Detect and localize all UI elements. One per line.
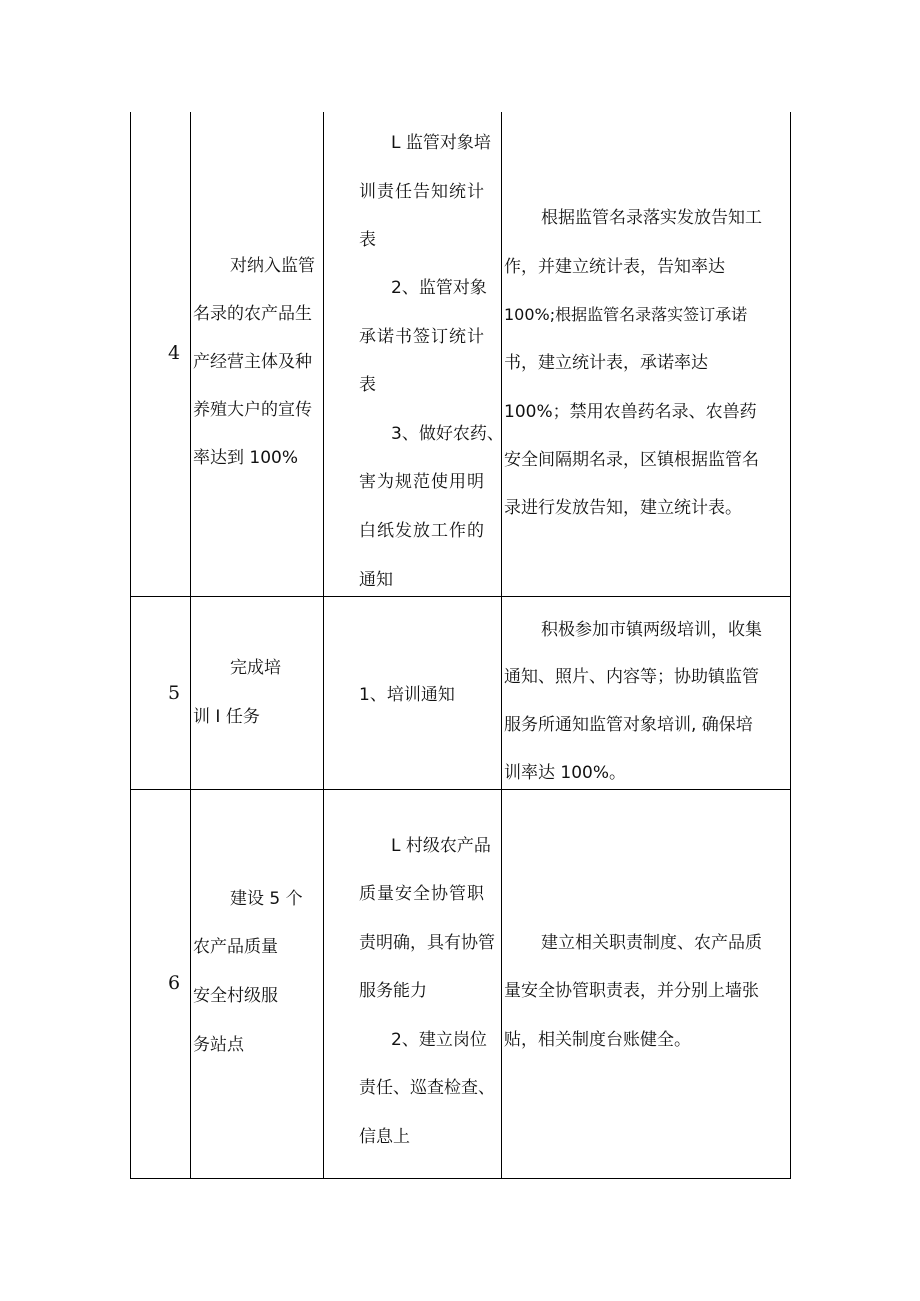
material-line: 训责任告知统计 [359, 182, 485, 202]
row-index: 5 [168, 682, 181, 704]
task-line: 务站点 [193, 1035, 244, 1055]
task-line: 完成培 [230, 658, 281, 678]
task-line: 养殖大户的宣传 [193, 400, 312, 420]
standard-line: 贴，相关制度台账健全。 [504, 1030, 691, 1050]
material-line: 质量安全协管职 [359, 884, 485, 904]
row-index: 4 [168, 342, 181, 364]
standard-line: 录进行发放告知，建立统计表。 [504, 498, 742, 518]
material-line: 责明确，具有协管 [359, 933, 495, 953]
material-line: 2、建立岗位 [391, 1030, 487, 1050]
row-divider-5-6 [130, 789, 791, 790]
standard-line: 量安全协管职责表，并分别上墙张 [504, 981, 759, 1001]
task-line: 建设 5 个 [230, 889, 303, 909]
task-line: 名录的农产品生 [193, 304, 312, 324]
material-line: 白纸发放工作的 [359, 521, 485, 541]
material-line: 表 [359, 375, 376, 395]
column-divider-2 [323, 112, 324, 1179]
standard-line: 训率达 100%。 [504, 763, 627, 783]
standard-line: 服务所通知监管对象培训, 确保培 [504, 715, 753, 735]
material-line: 通知 [359, 570, 393, 590]
task-line: 训 I 任务 [193, 707, 260, 727]
material-line: 3、做好农药、 [391, 424, 504, 444]
material-line: L 监管对象培 [391, 133, 491, 153]
standard-line: 根据监管名录落实发放告知工 [541, 208, 762, 228]
task-line: 产经营主体及种 [193, 352, 312, 372]
table-border-right [790, 112, 791, 1179]
material-line: 服务能力 [359, 981, 427, 1001]
material-line: 表 [359, 230, 376, 250]
task-line: 对纳入监管 [230, 256, 315, 276]
column-divider-1 [190, 112, 191, 1179]
material-line: 1、培训通知 [359, 685, 455, 705]
material-line: 2、监管对象 [391, 278, 487, 298]
standard-line: 积极参加市镇两级培训，收集 [541, 620, 762, 640]
standard-line: 通知、照片、内容等；协助镇监管 [504, 667, 759, 687]
row-divider-4-5 [130, 596, 791, 597]
column-divider-3 [501, 112, 502, 1179]
row-index: 6 [168, 972, 181, 994]
standard-line: 建立相关职责制度、农产品质 [541, 933, 762, 953]
table-border-left [130, 112, 131, 1179]
material-line: 信息上 [359, 1127, 410, 1147]
material-line: 承诺书签订统计 [359, 327, 485, 347]
material-line: L 村级农产品 [391, 836, 491, 856]
task-line: 率达到 100% [193, 448, 299, 468]
standard-line: 100%；禁用农兽药名录、农兽药 [504, 402, 757, 422]
standard-line: 安全间隔期名录，区镇根据监管名 [504, 450, 759, 470]
standard-line: 作，并建立统计表，告知率达 [504, 257, 725, 277]
material-line: 害为规范使用明 [359, 472, 485, 492]
material-line: 责任、巡查检查、 [359, 1078, 495, 1098]
standard-line: 书，建立统计表，承诺率达 [504, 353, 708, 373]
table-border-bottom [130, 1178, 791, 1179]
task-line: 农产品质量 [193, 937, 278, 957]
standard-line: 100%;根据监管名录落实签订承诺 [504, 305, 748, 324]
task-line: 安全村级服 [193, 986, 278, 1006]
